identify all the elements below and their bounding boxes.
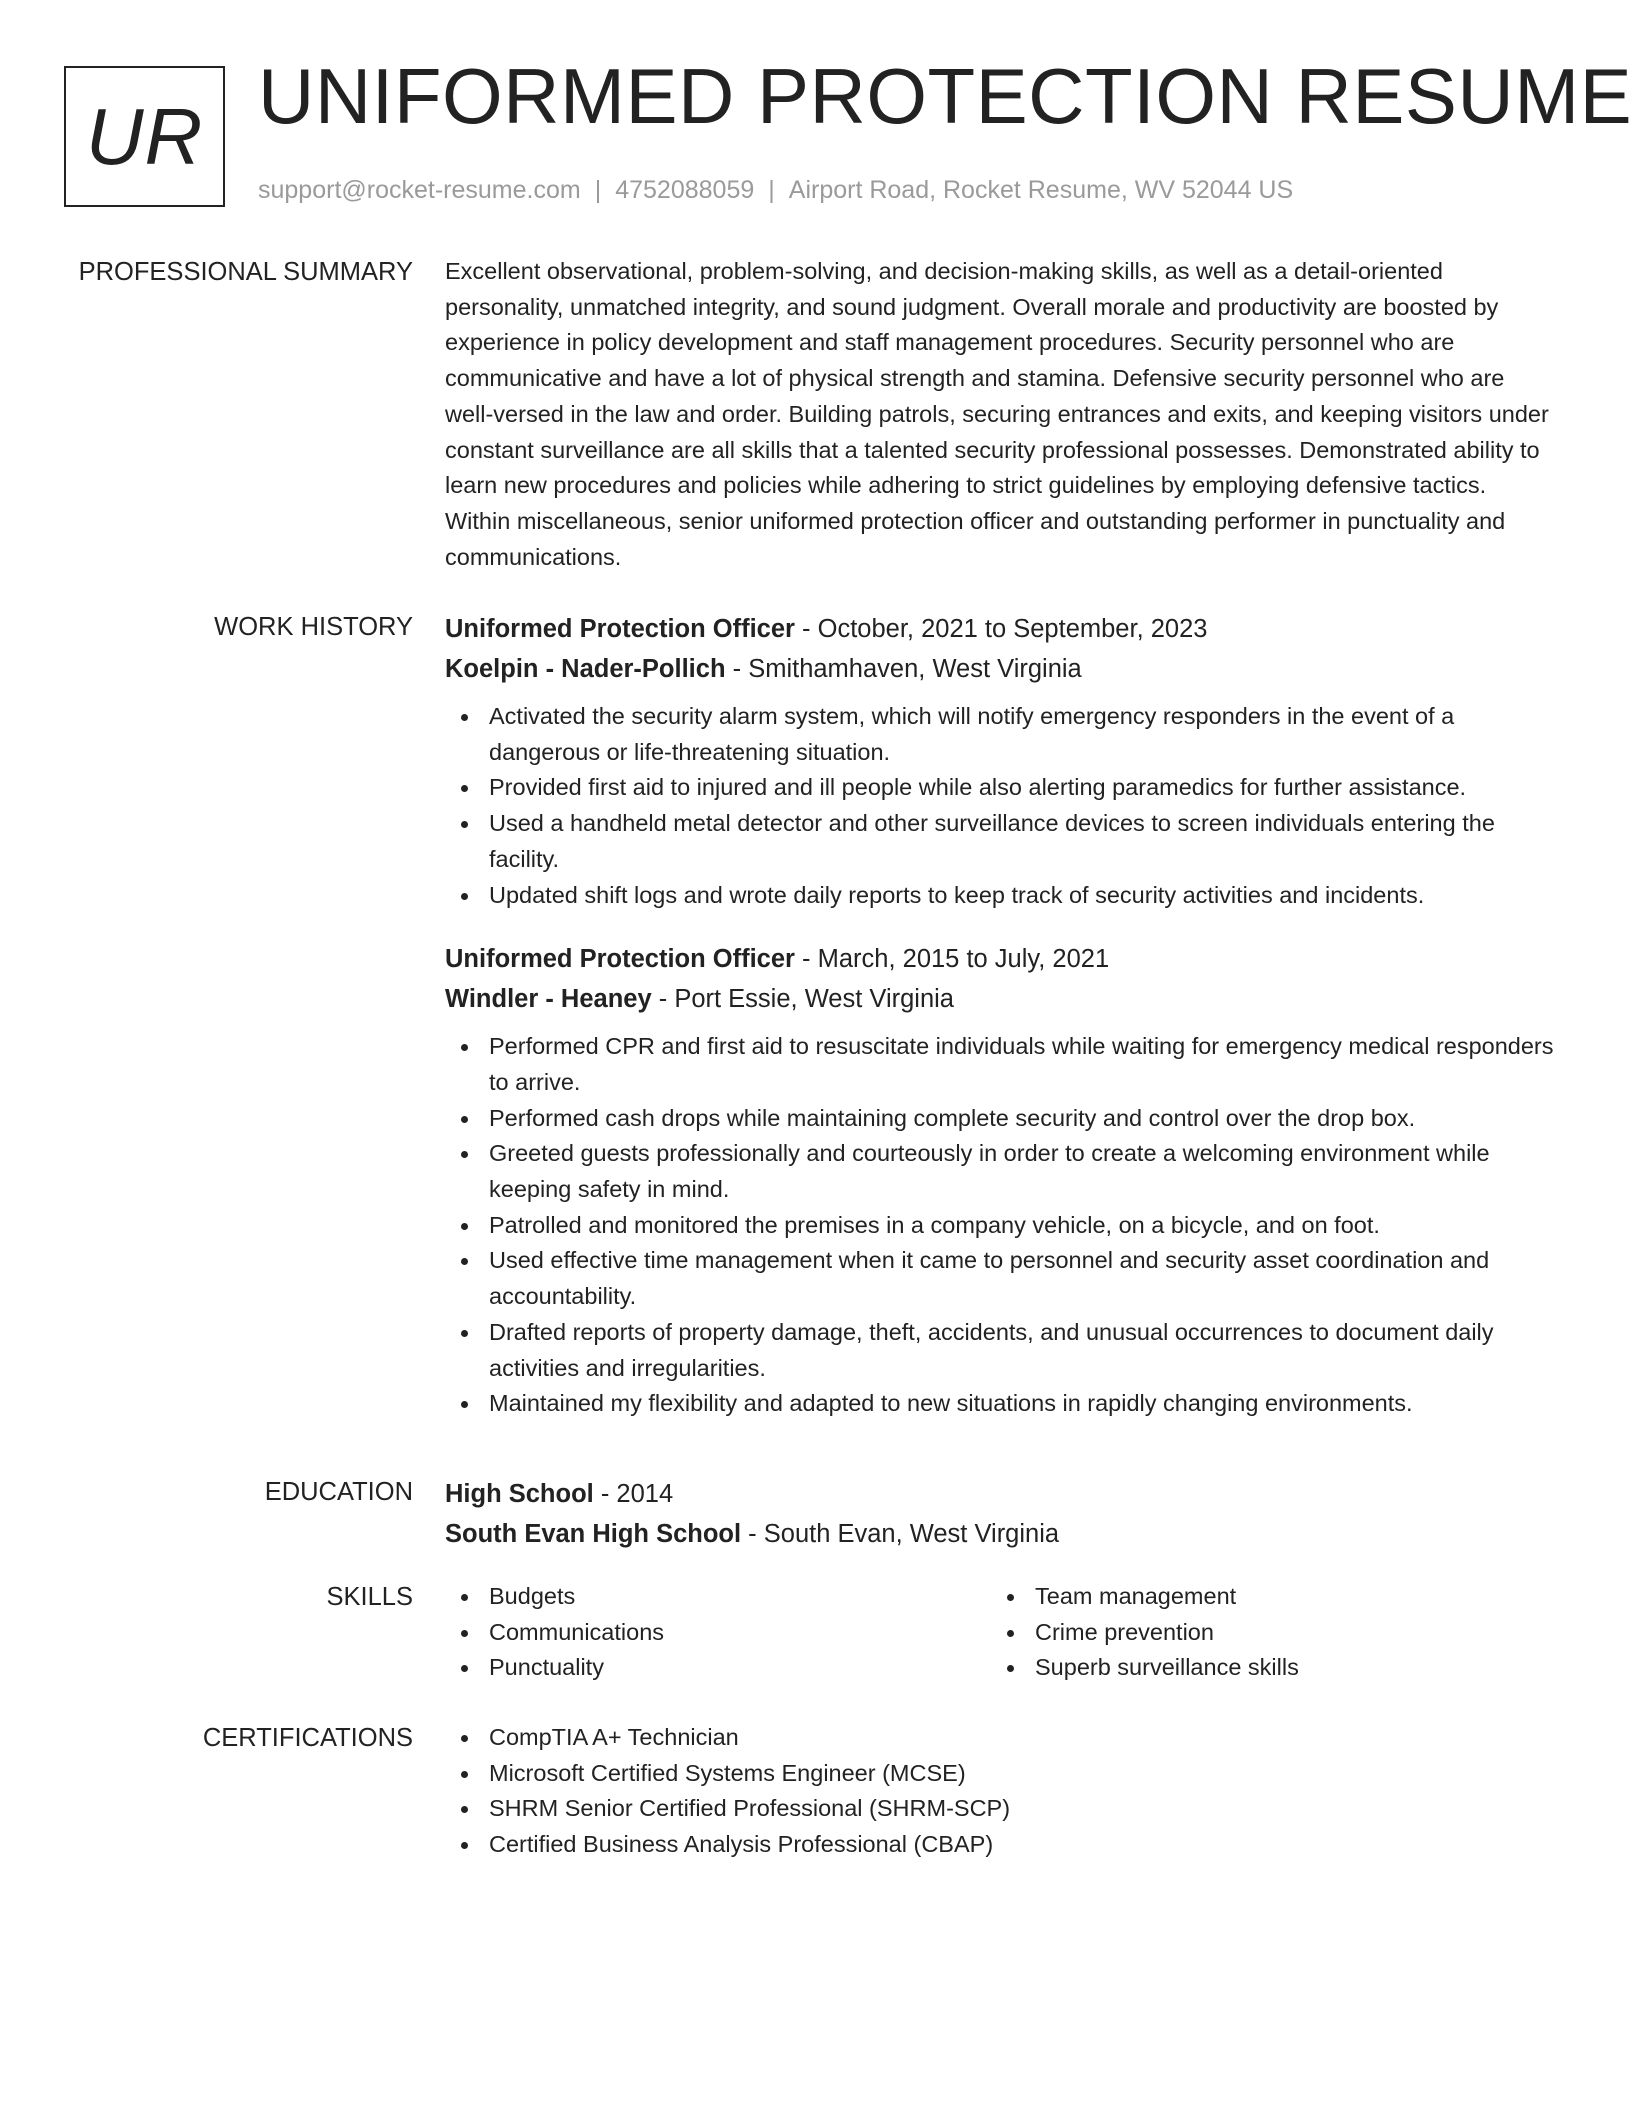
skill-item: Budgets bbox=[445, 1579, 991, 1615]
contact-line bbox=[258, 173, 1293, 207]
resume-title: UNIFORMED PROTECTION RESUME bbox=[258, 52, 1632, 140]
education-degree: High School bbox=[445, 1480, 594, 1508]
certification-item: Certified Business Analysis Professional (CBAP) bbox=[445, 1827, 1555, 1863]
skills-list-left bbox=[445, 1579, 991, 1686]
skill-item: Team management bbox=[991, 1579, 1537, 1615]
job-bullet-item: Used a handheld metal detector and other surveillance devices to screen individuals entering the facility. bbox=[445, 806, 1555, 877]
job-company: Koelpin - Nader-Pollich bbox=[445, 655, 726, 683]
job-bullet-item: Greeted guests professionally and courteously in order to create a welcoming environment while keeping safety in mind. bbox=[445, 1136, 1555, 1207]
job-bullet-item: Performed CPR and first aid to resuscitate individuals while waiting for emergency medical responders to arrive. bbox=[445, 1029, 1555, 1100]
education-year: - 2014 bbox=[593, 1480, 674, 1508]
job-title: Uniformed Protection Officer bbox=[445, 945, 795, 974]
certification-item: SHRM Senior Certified Professional (SHRM-SCP) bbox=[445, 1791, 1555, 1827]
education-school: South Evan High School bbox=[445, 1520, 742, 1548]
contact-separator: | bbox=[768, 176, 775, 204]
certifications-body bbox=[445, 1720, 1555, 1863]
job-bullets bbox=[445, 699, 1555, 913]
job-dates: - October, 2021 to September, 2023 bbox=[794, 615, 1208, 643]
job-bullet-item: Provided first aid to injured and ill people while also alerting paramedics for further assistance. bbox=[445, 770, 1555, 806]
job-bullet-item: Drafted reports of property damage, theft, accidents, and unusual occurrences to document daily activities and irregularities. bbox=[445, 1315, 1555, 1386]
job-entry bbox=[445, 609, 1555, 913]
job-company: Windler - Heaney bbox=[445, 985, 652, 1014]
job-bullet-item: Performed cash drops while maintaining complete security and control over the drop box. bbox=[445, 1101, 1555, 1137]
job-bullets bbox=[445, 1029, 1555, 1422]
job-title-line bbox=[445, 609, 1555, 649]
contact-email[interactable]: support@rocket-resume.com bbox=[258, 176, 581, 204]
section-heading: WORK HISTORY bbox=[214, 613, 413, 641]
job-company-line bbox=[445, 649, 1555, 689]
monogram-badge: UR bbox=[64, 66, 225, 207]
skills-body bbox=[445, 1579, 1555, 1686]
job-title-line bbox=[445, 939, 1555, 979]
job-bullet-item: Maintained my flexibility and adapted to new situations in rapidly changing environments. bbox=[445, 1386, 1555, 1422]
job-bullet-item: Used effective time management when it came to personnel and security asset coordination and accountability. bbox=[445, 1243, 1555, 1314]
job-dates: - March, 2015 to July, 2021 bbox=[794, 945, 1110, 974]
section-heading: PROFESSIONAL SUMMARY bbox=[78, 258, 413, 286]
summary-text: Excellent observational, problem-solving, and decision-making skills, as well as a detail-oriented personality, unmatched integrity, and sound judgment. Overall morale and productivity are boosted by experience in policy development and staff management procedures. Security personnel who are communicative and have a lot of physical strength and stamina. Defensive security personnel who are well-versed in the law and order. Building patrols, securing entrances and exits, and keeping visitors under constant surveillance are all skills that a talented security professional possesses. Demonstrated ability to learn new procedures and policies while adhering to strict guidelines by employing defensive tactics. Within miscellaneous, senior uniformed protection officer and outstanding performer in punctuality and communications. bbox=[445, 258, 1549, 570]
job-entry bbox=[445, 939, 1555, 1422]
job-title: Uniformed Protection Officer bbox=[445, 615, 795, 643]
job-bullet-item: Patrolled and monitored the premises in a company vehicle, on a bicycle, and on foot. bbox=[445, 1208, 1555, 1244]
skill-item: Superb surveillance skills bbox=[991, 1650, 1537, 1686]
job-location: - Port Essie, West Virginia bbox=[651, 985, 954, 1014]
job-location: - Smithamhaven, West Virginia bbox=[725, 655, 1082, 683]
job-bullet-item: Activated the security alarm system, which will notify emergency responders in the event of a dangerous or life-threatening situation. bbox=[445, 699, 1555, 770]
certification-item: CompTIA A+ Technician bbox=[445, 1720, 1555, 1756]
job-company-line bbox=[445, 979, 1555, 1019]
job-bullet-item: Updated shift logs and wrote daily reports to keep track of security activities and incidents. bbox=[445, 878, 1555, 914]
work-history-body bbox=[445, 609, 1555, 1422]
certification-item: Microsoft Certified Systems Engineer (MCSE) bbox=[445, 1756, 1555, 1792]
section-heading: SKILLS bbox=[326, 1583, 413, 1611]
section-heading: EDUCATION bbox=[264, 1478, 413, 1506]
skill-item: Punctuality bbox=[445, 1650, 991, 1686]
education-location: - South Evan, West Virginia bbox=[741, 1520, 1060, 1548]
skill-item: Communications bbox=[445, 1615, 991, 1651]
education-degree-line bbox=[445, 1474, 1555, 1514]
summary-body bbox=[445, 254, 1555, 575]
skills-list-right bbox=[991, 1579, 1537, 1686]
certifications-list bbox=[445, 1720, 1555, 1863]
skill-item: Crime prevention bbox=[991, 1615, 1537, 1651]
contact-address: Airport Road, Rocket Resume, WV 52044 US bbox=[788, 176, 1294, 204]
section-heading: CERTIFICATIONS bbox=[202, 1724, 413, 1752]
contact-phone[interactable]: 4752088059 bbox=[615, 176, 755, 204]
education-school-line bbox=[445, 1514, 1555, 1554]
education-body bbox=[445, 1474, 1555, 1554]
contact-separator: | bbox=[594, 176, 602, 204]
